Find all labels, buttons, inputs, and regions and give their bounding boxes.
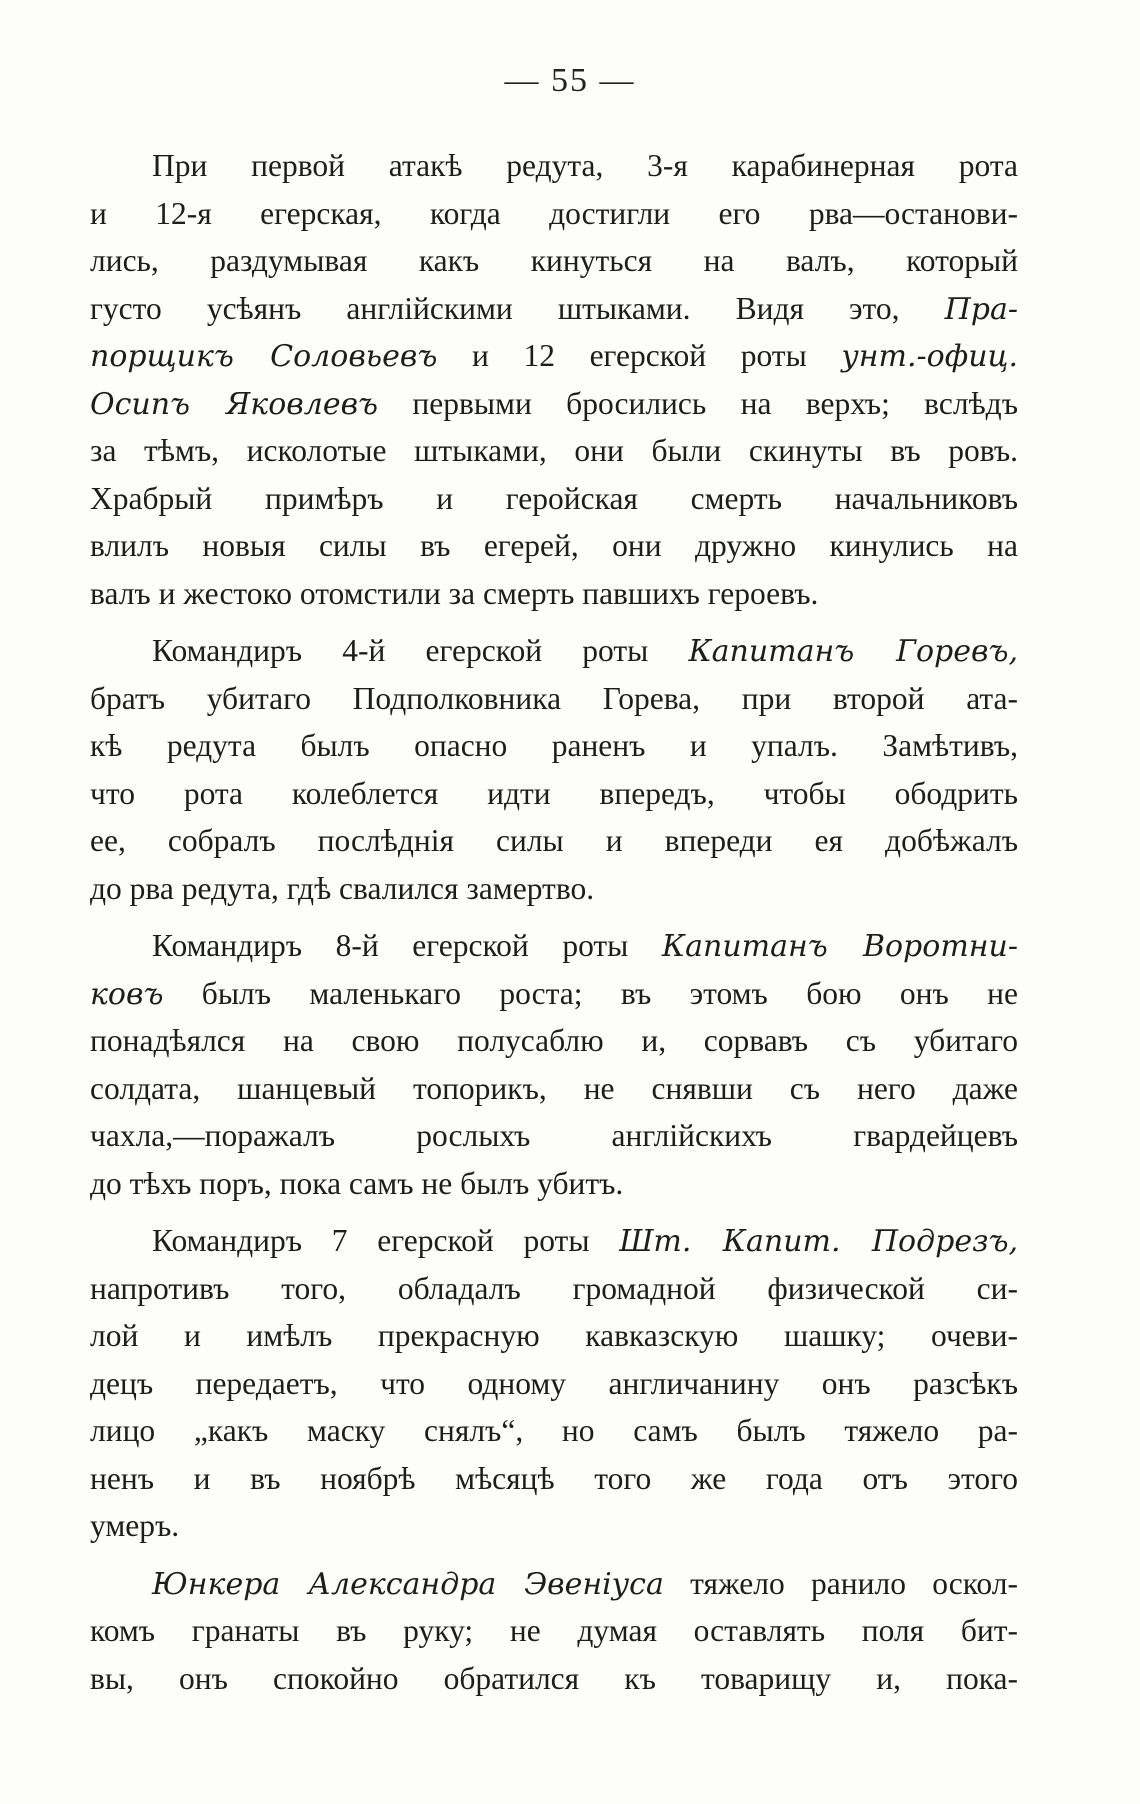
- text-line: [90, 1217, 1018, 1265]
- text-line: [90, 675, 1018, 723]
- text-line: [90, 237, 1018, 285]
- text-line: [90, 522, 1018, 570]
- text-line: [90, 285, 1018, 333]
- text-line: [90, 922, 1018, 970]
- text-line: [90, 1360, 1018, 1408]
- text-line: [90, 1160, 1018, 1208]
- text-line: [90, 1607, 1018, 1655]
- paragraph: [90, 627, 1018, 912]
- text-segment: валъ и жестоко отомстили за смерть павшихъ героевъ.: [90, 575, 819, 611]
- text-segment: напротивъ того, обладалъ громадной физической си-: [90, 1270, 1018, 1306]
- text-segment: понадѣялся на свою полусаблю и, сорвавъ съ убитаго: [90, 1023, 1018, 1058]
- text-segment: Командиръ 7 егерской роты: [152, 1223, 620, 1258]
- text-line: [90, 190, 1018, 238]
- text-segment: ненъ и въ ноябрѣ мѣсяцѣ того же года отъ этого: [90, 1460, 1018, 1496]
- text-segment: влилъ новыя силы въ егерей, они дружно кинулись на: [90, 528, 1018, 563]
- text-line: [90, 1407, 1018, 1455]
- text-segment: и 12 егерской роты: [437, 338, 842, 373]
- text-line: [90, 1655, 1018, 1703]
- text-segment: умеръ.: [90, 1508, 180, 1543]
- text-line: [90, 970, 1018, 1018]
- text-segment: до тѣхъ поръ, пока самъ не былъ убитъ.: [90, 1165, 624, 1201]
- paragraph-gap: [90, 1207, 1018, 1217]
- text-segment: братъ убитаго Подполковника Горева, при второй ата-: [90, 680, 1018, 716]
- text-segment: Командиръ 8-й егерской роты: [152, 928, 662, 963]
- text-segment: Командиръ 4-й егерской роты: [152, 633, 689, 668]
- text-line: [90, 1312, 1018, 1360]
- text-segment: былъ маленькаго роста; въ этомъ бою онъ не: [163, 975, 1018, 1011]
- text-segment: густо усѣянъ англійскими штыками. Видя это,: [90, 290, 945, 326]
- italic-name-segment: Юнкера Александра Эвеніуса: [152, 1566, 664, 1602]
- italic-name-segment: Капитанъ Горевъ,: [688, 634, 1018, 669]
- text-segment: что рота колеблется идти впередъ, чтобы ободрить: [90, 775, 1018, 811]
- text-line: [90, 1112, 1018, 1160]
- text-line: [90, 817, 1018, 865]
- italic-name-segment: порщикъ Соловьевъ: [90, 339, 438, 374]
- text-line: [90, 1265, 1018, 1313]
- text-segment: ее, собралъ послѣднія силы и впереди ея добѣжалъ: [90, 823, 1018, 858]
- text-segment: и 12-я егерская, когда достигли его рва—останови-: [90, 195, 1018, 231]
- italic-name-segment: Пра-: [944, 291, 1018, 327]
- text-segment: лись, раздумывая какъ кинуться на валъ, который: [90, 243, 1018, 278]
- text-line: [90, 1502, 1018, 1550]
- text-segment: лицо „какъ маску снялъ“, но самъ былъ тяжело ра-: [90, 1413, 1018, 1448]
- italic-name-segment: Капитанъ Воротни-: [661, 929, 1018, 964]
- text-segment: кѣ редута былъ опасно раненъ и упалъ. Замѣтивъ,: [90, 728, 1018, 763]
- text-line: [90, 427, 1018, 475]
- text-segment: тяжело ранило оскол-: [663, 1565, 1018, 1601]
- body-text: [90, 142, 1018, 1702]
- text-segment: вы, онъ спокойно обратился къ товарищу и, пока-: [90, 1660, 1018, 1696]
- text-line: [90, 1455, 1018, 1503]
- text-line: [90, 380, 1018, 428]
- text-segment: децъ передаетъ, что одному англичанину онъ разсѣкъ: [90, 1365, 1018, 1401]
- paragraph: [90, 1217, 1018, 1550]
- italic-name-segment: унт.-офиц.: [841, 339, 1018, 374]
- text-line: [90, 627, 1018, 675]
- text-line: [90, 142, 1018, 190]
- text-line: [90, 1560, 1018, 1608]
- text-line: [90, 770, 1018, 818]
- text-segment: При первой атакѣ редута, 3-я карабинерная рота: [152, 148, 1018, 183]
- italic-name-segment: Осипъ Яковлевъ: [90, 386, 379, 422]
- text-segment: лой и имѣлъ прекрасную кавказскую шашку; очеви-: [90, 1318, 1018, 1353]
- paragraph: [90, 922, 1018, 1207]
- text-segment: Храбрый примѣръ и геройская смерть начальниковъ: [90, 480, 1018, 516]
- paragraph: [90, 142, 1018, 617]
- text-segment: до рва редута, гдѣ свалился замертво.: [90, 870, 595, 906]
- text-line: [90, 332, 1018, 380]
- text-line: [90, 475, 1018, 523]
- italic-name-segment: ковъ: [90, 976, 164, 1012]
- text-line: [90, 865, 1018, 913]
- paragraph-gap: [90, 617, 1018, 627]
- paragraph-gap: [90, 912, 1018, 922]
- text-line: [90, 1065, 1018, 1113]
- text-segment: солдата, шанцевый топорикъ, не снявши съ него даже: [90, 1070, 1018, 1106]
- text-segment: чахла,—поражалъ рослыхъ англійскихъ гвардейцевъ: [90, 1118, 1018, 1153]
- text-line: [90, 570, 1018, 618]
- paragraph: [90, 1560, 1018, 1703]
- text-segment: за тѣмъ, исколотые штыками, они были скинуты въ ровъ.: [90, 433, 1018, 468]
- text-line: [90, 722, 1018, 770]
- text-segment: комъ гранаты въ руку; не думая оставлять поля бит-: [90, 1613, 1018, 1648]
- italic-name-segment: Шт. Капит. Подрезъ,: [619, 1224, 1018, 1259]
- text-segment: первыми бросились на верхъ; вслѣдъ: [378, 385, 1018, 421]
- paragraph-gap: [90, 1550, 1018, 1560]
- page-number: — 55 —: [504, 62, 636, 99]
- text-line: [90, 1017, 1018, 1065]
